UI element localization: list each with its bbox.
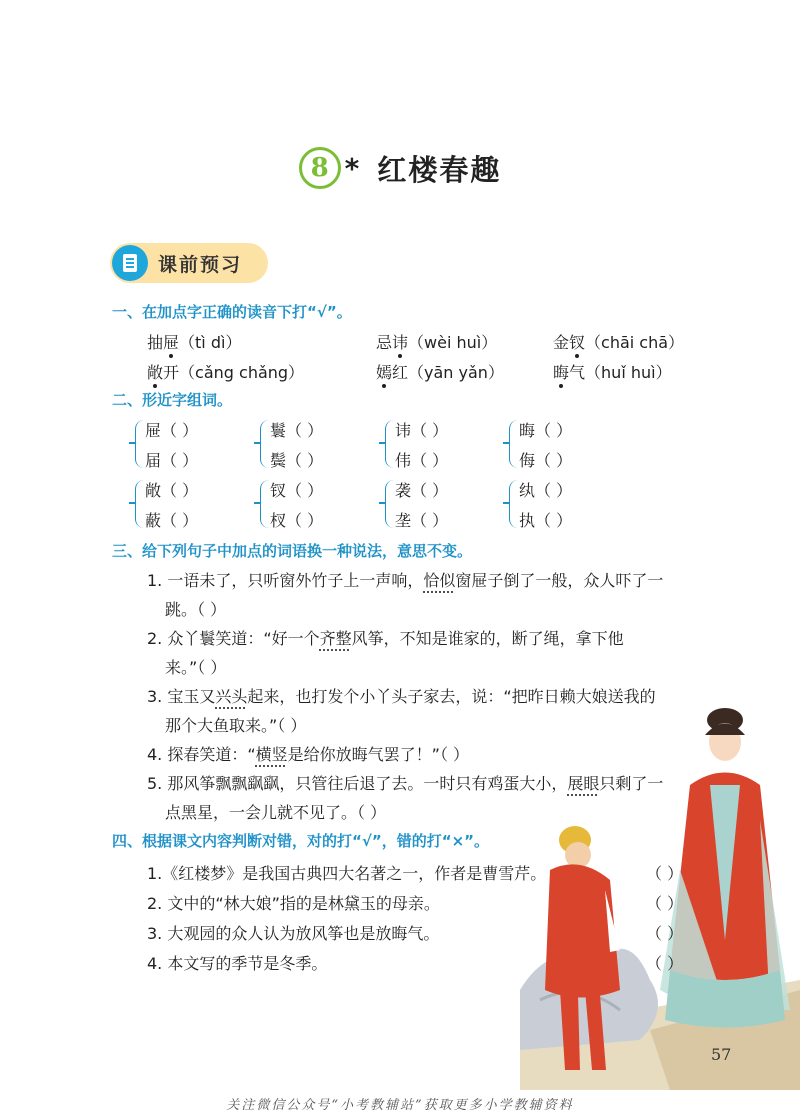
question-text: 1. 一语未了，只听窗外竹子上一声响， bbox=[147, 571, 424, 590]
group-line: 届（ ） bbox=[145, 451, 199, 470]
group-line: 垄（ ） bbox=[395, 511, 449, 530]
question-text: 5. 那风筝飘飘飖飖，只管往后退了去。一时只有鸡蛋大小， bbox=[147, 774, 568, 793]
pinyin-char: 红 bbox=[392, 363, 409, 382]
question-text: 风筝，不知是谁家的，断了绳，拿下他 bbox=[351, 629, 624, 648]
illustration-two-figures bbox=[520, 690, 800, 1090]
question-5-line-2: 点黑星，一会儿就不见了。（ ） bbox=[165, 803, 387, 822]
brace bbox=[260, 480, 270, 528]
section-4-heading: 四、根据课文内容判断对错，对的打“√”，错的打“×”。 bbox=[112, 832, 490, 850]
brace bbox=[385, 420, 395, 468]
dotted-word: 恰似 bbox=[423, 571, 456, 590]
dotted-char: 晦 bbox=[553, 360, 569, 383]
lesson-number: 8 bbox=[299, 147, 341, 189]
pinyin-char: 开 bbox=[163, 363, 180, 382]
brace bbox=[260, 420, 270, 468]
question-text: 只剩了一 bbox=[599, 774, 664, 793]
question-1-line-1 bbox=[147, 568, 663, 591]
judge-answer-3[interactable]: （ ） bbox=[646, 924, 684, 943]
dotted-word: 兴头 bbox=[215, 687, 248, 706]
pinyin-char: 气 bbox=[569, 363, 586, 382]
pinyin-options: （wèi huì） bbox=[408, 333, 498, 352]
pinyin-char: 金 bbox=[553, 333, 570, 352]
pinyin-char: 忌 bbox=[376, 333, 393, 352]
group-line: 钗（ ） bbox=[270, 481, 324, 500]
question-2-line-2: 来。”（ ） bbox=[165, 658, 227, 677]
pinyin-options: （cǎng chǎng） bbox=[179, 363, 305, 382]
pinyin-options: （yān yǎn） bbox=[408, 363, 504, 382]
lesson-header bbox=[0, 147, 800, 189]
question-text: 窗屉子倒了一般，众人吓了一 bbox=[455, 571, 664, 590]
group-line: 袭（ ） bbox=[395, 481, 449, 500]
dotted-char: 讳 bbox=[392, 330, 408, 353]
page-number: 57 bbox=[711, 1045, 732, 1064]
question-text: 是给你放晦气罢了！”（ ） bbox=[287, 745, 470, 764]
group-line: 杈（ ） bbox=[270, 511, 324, 530]
group-line: 纨（ ） bbox=[519, 481, 573, 500]
group-line: 蔽（ ） bbox=[145, 511, 199, 530]
question-3-line-2: 那个大鱼取来。”（ ） bbox=[165, 716, 307, 735]
question-text: 起来，也打发个小丫头子家去，说：“把昨日赖大娘送我的 bbox=[247, 687, 656, 706]
pinyin-options: （chāi chā） bbox=[585, 333, 685, 352]
section-3-heading: 三、给下列句子中加点的词语换一种说法，意思不变。 bbox=[112, 542, 473, 560]
brace bbox=[385, 480, 395, 528]
pinyin-options: （huǐ huì） bbox=[585, 363, 672, 382]
pinyin-item-6 bbox=[553, 360, 672, 383]
brace bbox=[135, 480, 145, 528]
group-line: 鬟（ ） bbox=[270, 421, 324, 440]
preview-banner bbox=[110, 243, 268, 283]
pinyin-options: （tì dì） bbox=[179, 333, 242, 352]
dotted-char: 嫣 bbox=[376, 360, 392, 383]
section-1-heading: 一、在加点字正确的读音下打“√”。 bbox=[112, 303, 352, 321]
judge-answer-4[interactable]: （ ） bbox=[646, 954, 684, 973]
lesson-title: 红楼春趣 bbox=[377, 152, 502, 187]
question-text: 2. 众丫鬟笑道：“好一个 bbox=[147, 629, 320, 648]
question-text: 3. 宝玉又 bbox=[147, 687, 216, 706]
group-line: 执（ ） bbox=[519, 511, 573, 530]
pinyin-item-1 bbox=[147, 330, 241, 353]
pinyin-char: 抽 bbox=[147, 333, 164, 352]
pinyin-item-4 bbox=[147, 360, 304, 383]
dotted-char: 钗 bbox=[569, 330, 585, 353]
dotted-word: 横竖 bbox=[255, 745, 288, 764]
question-2-line-1 bbox=[147, 626, 624, 649]
group-line: 鬓（ ） bbox=[270, 451, 324, 470]
book-icon bbox=[112, 245, 148, 281]
judge-item-2: 2. 文中的“林大娘”指的是林黛玉的母亲。 bbox=[147, 894, 440, 913]
group-line: 讳（ ） bbox=[395, 421, 449, 440]
group-line: 晦（ ） bbox=[519, 421, 573, 440]
footer-watermark: 关注微信公众号“小考教辅站”获取更多小学教辅资料 bbox=[226, 1098, 574, 1113]
brace bbox=[509, 420, 519, 468]
dotted-char: 敞 bbox=[147, 360, 163, 383]
banner-label: 课前预习 bbox=[158, 253, 243, 276]
pinyin-item-2 bbox=[376, 330, 497, 353]
judge-item-1: 1.《红楼梦》是我国古典四大名著之一，作者是曹雪芹。 bbox=[147, 864, 547, 883]
pinyin-item-3 bbox=[553, 330, 684, 353]
dotted-word: 展眼 bbox=[567, 774, 600, 793]
group-line: 屉（ ） bbox=[145, 421, 199, 440]
group-line: 侮（ ） bbox=[519, 451, 573, 470]
judge-item-4: 4. 本文写的季节是冬季。 bbox=[147, 954, 328, 973]
dotted-word: 齐整 bbox=[319, 629, 352, 648]
question-1-line-2: 跳。（ ） bbox=[165, 600, 227, 619]
judge-answer-2[interactable]: （ ） bbox=[646, 894, 684, 913]
group-line: 伟（ ） bbox=[395, 451, 449, 470]
pinyin-item-5 bbox=[376, 360, 504, 383]
optional-star: * bbox=[344, 151, 360, 185]
judge-item-3: 3. 大观园的众人认为放风筝也是放晦气。 bbox=[147, 924, 440, 943]
brace bbox=[509, 480, 519, 528]
group-line: 敞（ ） bbox=[145, 481, 199, 500]
brace bbox=[135, 420, 145, 468]
dotted-char: 屉 bbox=[163, 330, 179, 353]
judge-answer-1[interactable]: （ ） bbox=[646, 864, 684, 883]
section-2-heading: 二、形近字组词。 bbox=[112, 391, 233, 409]
question-text: 4. 探春笑道：“ bbox=[147, 745, 256, 764]
question-4-line-1 bbox=[147, 742, 469, 765]
